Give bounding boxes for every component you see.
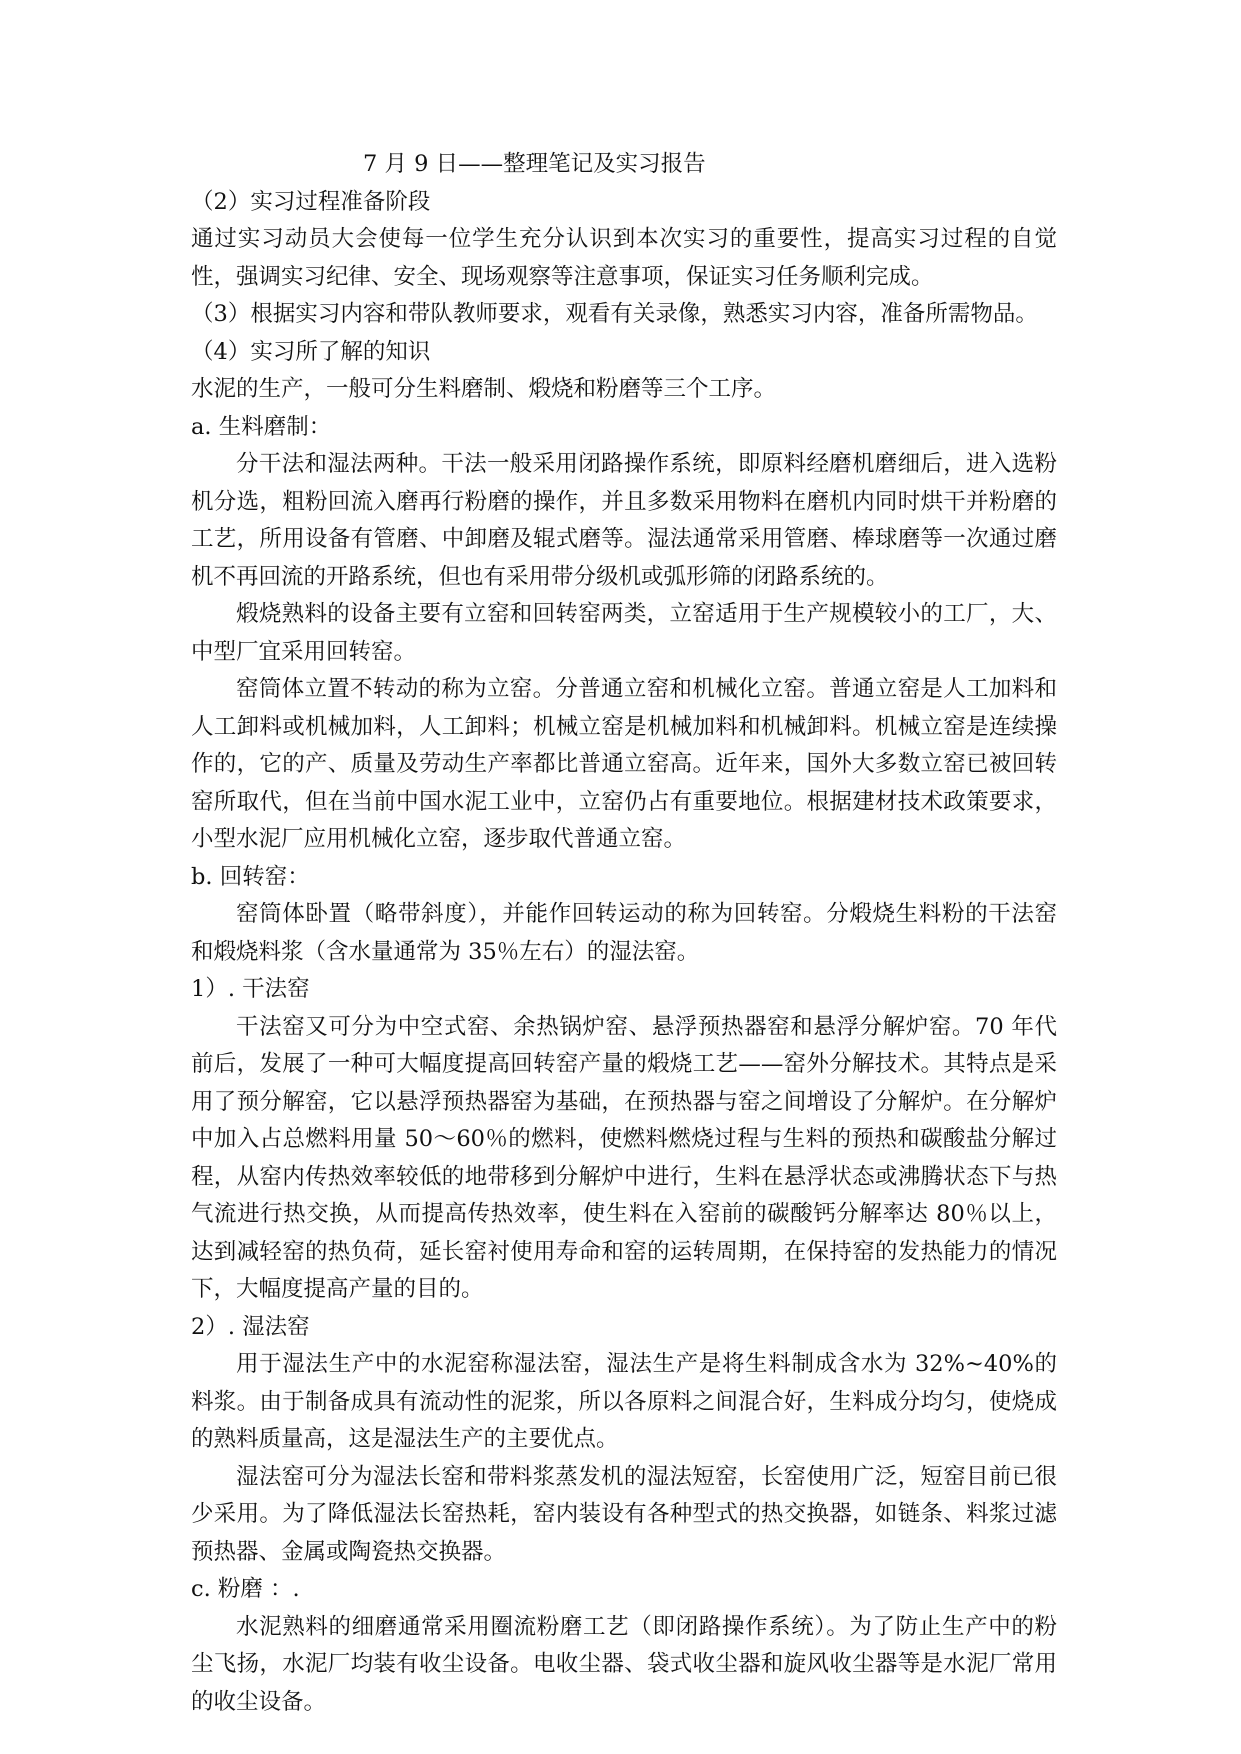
- section-heading: a. 生料磨制：: [191, 413, 332, 440]
- section-heading: （4）实习所了解的知识: [191, 338, 431, 365]
- document-title: 7 月 9 日——整理笔记及实习报告: [363, 151, 706, 177]
- paragraph: 窑筒体卧置（略带斜度），并能作回转运动的称为回转窑。分煅烧生料粉的干法窑和煅烧料浆（含水量通常为 35％左右）的湿法窑。: [191, 901, 1057, 965]
- paragraph: 煅烧熟料的设备主要有立窑和回转窑两类，立窑适用于生产规模较小的工厂，大、中型厂宜采用回转窑。: [191, 601, 1057, 665]
- paragraph: （3）根据实习内容和带队教师要求，观看有关录像，熟悉实习内容，准备所需物品。: [191, 301, 1038, 327]
- paragraph: 通过实习动员大会使每一位学生充分认识到本次实习的重要性，提高实习过程的自觉性，强调实习纪律、安全、现场观察等注意事项，保证实习任务顺利完成。: [191, 226, 1057, 290]
- section-heading: c. 粉磨 ：.: [191, 1576, 300, 1602]
- paragraph: 水泥的生产，一般可分生料磨制、煅烧和粉磨等三个工序。: [191, 376, 777, 402]
- paragraph: 窑筒体立置不转动的称为立窑。分普通立窑和机械化立窑。普通立窑是人工加料和人工卸料或机械加料，人工卸料；机械立窑是机械加料和机械卸料。机械立窑是连续操作的，它的产、质量及劳动生产率都比普通立窑高。近年来，国外大多数立窑已被回转窑所取代，但在当前中国水泥工业中，立窑仍占有重要地位。根据建材技术政策要求，小型水泥厂应用机械化立窑，逐步取代普通立窑。: [191, 676, 1057, 852]
- paragraph: 用于湿法生产中的水泥窑称湿法窑，湿法生产是将生料制成含水为 32%~40%的料浆。由于制备成具有流动性的泥浆，所以各原料之间混合好，生料成分均匀，使烧成的熟料质量高，这是湿法生产的主要优点。: [191, 1351, 1057, 1452]
- paragraph: 水泥熟料的细磨通常采用圈流粉磨工艺（即闭路操作系统）。为了防止生产中的粉尘飞扬，水泥厂均装有收尘设备。电收尘器、袋式收尘器和旋风收尘器等是水泥厂常用的收尘设备。: [191, 1613, 1057, 1715]
- paragraph: 分干法和湿法两种。干法一般采用闭路操作系统，即原料经磨机磨细后，进入选粉机分选，粗粉回流入磨再行粉磨的操作，并且多数采用物料在磨机内同时烘干并粉磨的工艺，所用设备有管磨、中卸磨及辊式磨等。湿法通常采用管磨、棒球磨等一次通过磨机不再回流的开路系统，但也有采用带分级机或弧形筛的闭路系统的。: [191, 451, 1057, 590]
- document-page: [191, 146, 1057, 1721]
- section-heading: 2）. 湿法窑: [191, 1313, 310, 1340]
- paragraph: 干法窑又可分为中空式窑、余热锅炉窑、悬浮预热器窑和悬浮分解炉窑。70 年代前后，发展了一种可大幅度提高回转窑产量的煅烧工艺——窑外分解技术。其特点是采用了预分解窑，它以悬浮预热器窑为基础，在预热器与窑之间增设了分解炉。在分解炉中加入占总燃料用量 50～60％的燃料，使燃料燃烧过程与生料的预热和碳酸盐分解过程，从窑内传热效率较低的地带移到分解炉中进行，生料在悬浮状态或沸腾状态下与热气流进行热交换，从而提高传热效率，使生料在入窑前的碳酸钙分解率达 80％以上，达到减轻窑的热负荷，延长窑衬使用寿命和窑的运转周期，在保持窑的发热能力的情况下，大幅度提高产量的目的。: [191, 1013, 1057, 1302]
- document-body: [191, 184, 1057, 1722]
- section-heading: 1）. 干法窑: [191, 976, 310, 1002]
- section-heading: （2）实习过程准备阶段: [191, 188, 431, 215]
- section-heading: b. 回转窑：: [191, 863, 310, 890]
- paragraph: 湿法窑可分为湿法长窑和带料浆蒸发机的湿法短窑，长窑使用广泛，短窑目前已很少采用。为了降低湿法长窑热耗，窑内装设有各种型式的热交换器，如链条、料浆过滤预热器、金属或陶瓷热交换器。: [191, 1463, 1057, 1565]
